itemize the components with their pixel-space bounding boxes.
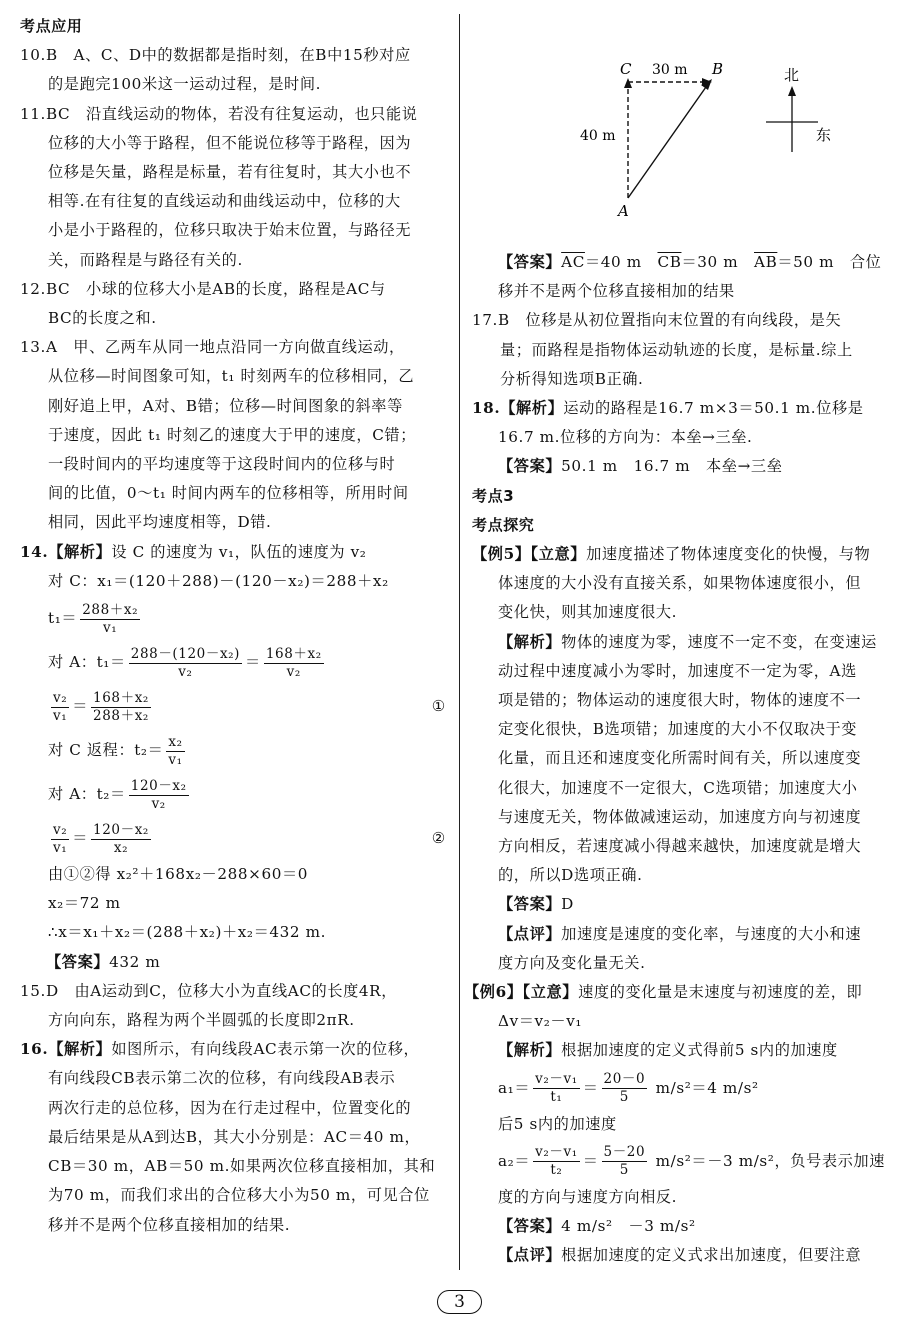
q14-t1-equation: t₁＝ $\frac{\text{288＋x₂}}{\text{v₁}}$ — [48, 601, 139, 636]
length-cb: 30 m — [652, 62, 688, 78]
ex5-jiexi — [472, 657, 902, 891]
ex5-jiexi-line: 化很大，加速度不一定很大，C选项错；加速度大小 — [498, 778, 858, 797]
q17-line: 分析得知选项B正确. — [500, 369, 644, 388]
q18-analysis: 18.【解析】运动的路程是16.7 m×3＝50.1 m.位移是 — [472, 399, 864, 418]
answer-line: 12.BC 小球的位移大小是AB的长度，路程是AC与 — [20, 279, 386, 298]
answer-16 — [20, 1064, 448, 1239]
answer-line: 一段时间内的平均速度等于这段时间内的位移与时 — [48, 455, 396, 474]
q15-line: 15.D 由A运动到C，位移大小为直线AC的长度4R， — [20, 981, 397, 1000]
answer-line: 关，而路程是与路径有关的. — [48, 250, 243, 269]
ex5-jiexi-line: 方向相反，若速度减小得越来越快，加速度就是增大 — [498, 837, 862, 856]
ex5-jiexi-first: 【解析】物体的速度为零，速度不一定不变，在变速运 — [498, 632, 877, 651]
label-b: B — [712, 60, 724, 78]
q14-answer: 【答案】432 m — [46, 952, 161, 971]
answer-line: 小是小于路程的，位移只取决于始末位置，与路径无 — [48, 221, 412, 240]
answer-line: 从位移—时间图象可知，t₁ 时刻两车的位移相同，乙 — [48, 367, 415, 386]
label-a: A — [618, 202, 629, 220]
q16-line: 有向线段CB表示第二次的位移，有向线段AB表示 — [48, 1069, 396, 1088]
column-divider — [459, 14, 460, 1270]
ex6-hou5: 后5 s内的加速度 — [498, 1114, 617, 1133]
ex5-jiexi-line: 的，所以D选项正确. — [498, 866, 643, 885]
label-c: C — [620, 60, 632, 78]
displacement-diagram — [472, 12, 902, 248]
q16-first-line: 16.【解析】如图所示，有向线段AC表示第一次的位移， — [20, 1040, 420, 1059]
answer-line: 10.B A、C、D中的数据都是指时刻，在B中15秒对应 — [20, 46, 411, 65]
q16-line: 两次行走的总位移，因为在行走过程中，位置变化的 — [48, 1098, 412, 1117]
q18-answer: 【答案】50.1 m 16.7 m 本垒→三垒 — [498, 457, 783, 476]
kaodian-3-title: 考点3 — [472, 486, 515, 505]
q14-x2-value: x₂＝72 m — [48, 894, 121, 913]
compass-north: 北 — [784, 66, 800, 84]
compass-north-arrow-icon — [788, 86, 796, 96]
q14-a-equation: 对 A：t₁＝ $\frac{\text{288－(120－x₂)}}{\text{v₂}}$ ＝ $\frac{\text{168＋x₂}}{\text{v₂}}$ — [48, 645, 322, 680]
ex6-answer: 【答案】4 m/s² －3 m/s² — [498, 1217, 696, 1236]
q16-line: 最后结果是从A到达B，其大小分别是：AC＝40 m， — [48, 1127, 421, 1146]
ex5-jiexi-line: 化量，而且还和速度变化所需时间有关，所以速度变 — [498, 749, 862, 768]
answer-line: 于速度，因此 t₁ 时刻乙的速度大于甲的速度，C错； — [48, 425, 417, 444]
ex5-liyi-line: 体速度的大小没有直接关系，如果物体速度很小，但 — [498, 574, 862, 593]
answers-10-13 — [20, 41, 448, 537]
ex5-dianping-first: 【点评】加速度是速度的变化率，与速度的大小和速 — [498, 924, 862, 943]
ex6-jiexi: 【解析】根据加速度的定义式得前5 s内的加速度 — [498, 1041, 838, 1060]
segment-ab — [628, 87, 706, 198]
arrow-ac-icon — [624, 78, 632, 88]
answer-line: 位移的大小等于路程，但不能说位移等于路程，因为 — [48, 133, 412, 152]
q14-derive: 由①②得 x₂²＋168x₂－288×60＝0 — [48, 865, 309, 884]
q14-a-t2-equation: 对 A：t₂＝ $\frac{\text{120－x₂}}{\text{v₂}}$ — [48, 777, 187, 812]
ex5-liyi — [472, 569, 902, 627]
ex5-dianping-cont: 度方向及变化量无关. — [498, 953, 646, 972]
ex5-liyi-first: 【例5】【立意】加速度描述了物体速度变化的快慢，与物 — [472, 545, 871, 564]
compass-east: 东 — [816, 126, 832, 144]
q17-line: 17.B 位移是从初位置指向末位置的有向线段，是矢 — [472, 311, 842, 330]
page-number: 3 — [0, 1290, 919, 1314]
length-ac: 40 m — [580, 128, 616, 144]
answer-15 — [20, 977, 448, 1035]
q14-c-return-equation: 对 C 返程：t₂＝ $\frac{\text{x₂}}{\text{v₁}}$ — [48, 733, 183, 768]
answer-line: 相同，因此平均速度相等，D错. — [48, 513, 272, 532]
ex6-delta-v: Δv＝v₂－v₁ — [498, 1012, 583, 1031]
q16-line: 移并不是两个位移直接相加的结果. — [48, 1215, 291, 1234]
q14-intro: 14.【解析】设 C 的速度为 v₁，队伍的速度为 v₂ — [20, 542, 367, 561]
q14-c-equation: 对 C：x₁＝(120＋288)－(120－x₂)＝288＋x₂ — [48, 571, 389, 590]
section-title: 考点应用 — [20, 17, 83, 35]
q16-line: CB＝30 m，AB＝50 m.如果两次位移直接相加，其和 — [48, 1157, 436, 1176]
answer-line: 刚好追上甲，A对、B错；位移—时间图象的斜率等 — [48, 396, 403, 415]
q16-answer-tail: 移并不是两个位移直接相加的结果 — [498, 282, 735, 301]
answer-line: BC的长度之和. — [48, 309, 157, 328]
ex6-a2-cont: 度的方向与速度方向相反. — [498, 1187, 678, 1206]
q17-line: 量；而路程是指物体运动轨迹的长度，是标量.综上 — [500, 340, 853, 359]
answer-line: 13.A 甲、乙两车从同一地点沿同一方向做直线运动， — [20, 338, 405, 357]
ex6-dianping: 【点评】根据加速度的定义式求出加速度，但要注意 — [498, 1246, 862, 1265]
ex5-answer: 【答案】D — [498, 895, 574, 914]
ex5-jiexi-line: 定变化很快，B选项错；加速度的大小不仅取决于变 — [498, 720, 858, 739]
ex6-a2-equation: a₂＝ $\frac{\text{v₂－v₁}}{\text{t₂}}$ ＝ $\frac{5-20}{5}$ m/s²＝－3 m/s²，负号表示加速 — [498, 1144, 886, 1179]
left-column — [20, 12, 448, 1240]
answer-17 — [472, 306, 902, 394]
answer-line: 间的比值，0～t₁ 时间内两车的位移相等，所用时间 — [48, 484, 409, 503]
ex5-liyi-line: 变化快，则其加速度很大. — [498, 603, 678, 622]
ex6-liyi: 【例6】【立意】速度的变化量是末速度与初速度的差，即 — [464, 983, 863, 1002]
answer-line: 的是跑完100米这一运动过程，是时间. — [48, 75, 322, 94]
q16-answer: 【答案】$\overline{AC}=40$ m $\overline{CB}=30$ m $\overline{AB}=50$ m 合位 — [498, 253, 882, 271]
ex5-jiexi-line: 项是错的；物体运动的速度很大时，物体的速度不一 — [498, 691, 862, 710]
q16-line: 为70 m，而我们求出的合位移大小为50 m，可见合位 — [48, 1186, 430, 1205]
q15-line: 方向向东，路程为两个半圆弧的长度即2πR. — [48, 1011, 355, 1030]
displacement-figure — [472, 12, 902, 248]
kaodian-tanjiu-title: 考点探究 — [472, 515, 535, 534]
ex5-jiexi-line: 与速度无关，物体做减速运动，加速度方向与初速度 — [498, 807, 862, 826]
answer-line: 相等.在有往复的直线运动和曲线运动中，位移的大 — [48, 192, 401, 211]
ex6-a1-equation: a₁＝ $\frac{\text{v₂－v₁}}{\text{t₁}}$ ＝ $\frac{20-0}{5}$ m/s²＝4 m/s² — [498, 1071, 759, 1106]
right-column — [464, 12, 902, 1271]
q14-therefore: ∴x＝x₁＋x₂＝(288＋x₂)＋x₂＝432 m. — [48, 923, 327, 942]
q14-ratio-equation-1: $\frac{\text{v₂}}{\text{v₁}}$ ＝ $\frac{\text{168＋x₂}}{\text{288＋x₂}}$ ① — [53, 689, 446, 724]
q14-ratio-equation-2: $\frac{\text{v₂}}{\text{v₁}}$ ＝ $\frac{\text{120－x₂}}{\text{x₂}}$ ② — [53, 821, 446, 856]
q18-analysis-cont: 16.7 m.位移的方向为：本垒→三垒. — [498, 428, 753, 447]
answer-line: 11.BC 沿直线运动的物体，若没有往复运动，也只能说 — [20, 104, 418, 123]
answer-line: 位移是矢量，路程是标量，若有往复时，其大小也不 — [48, 163, 412, 182]
ex5-jiexi-line: 动过程中速度减小为零时，加速度不一定为零，A选 — [498, 661, 857, 680]
